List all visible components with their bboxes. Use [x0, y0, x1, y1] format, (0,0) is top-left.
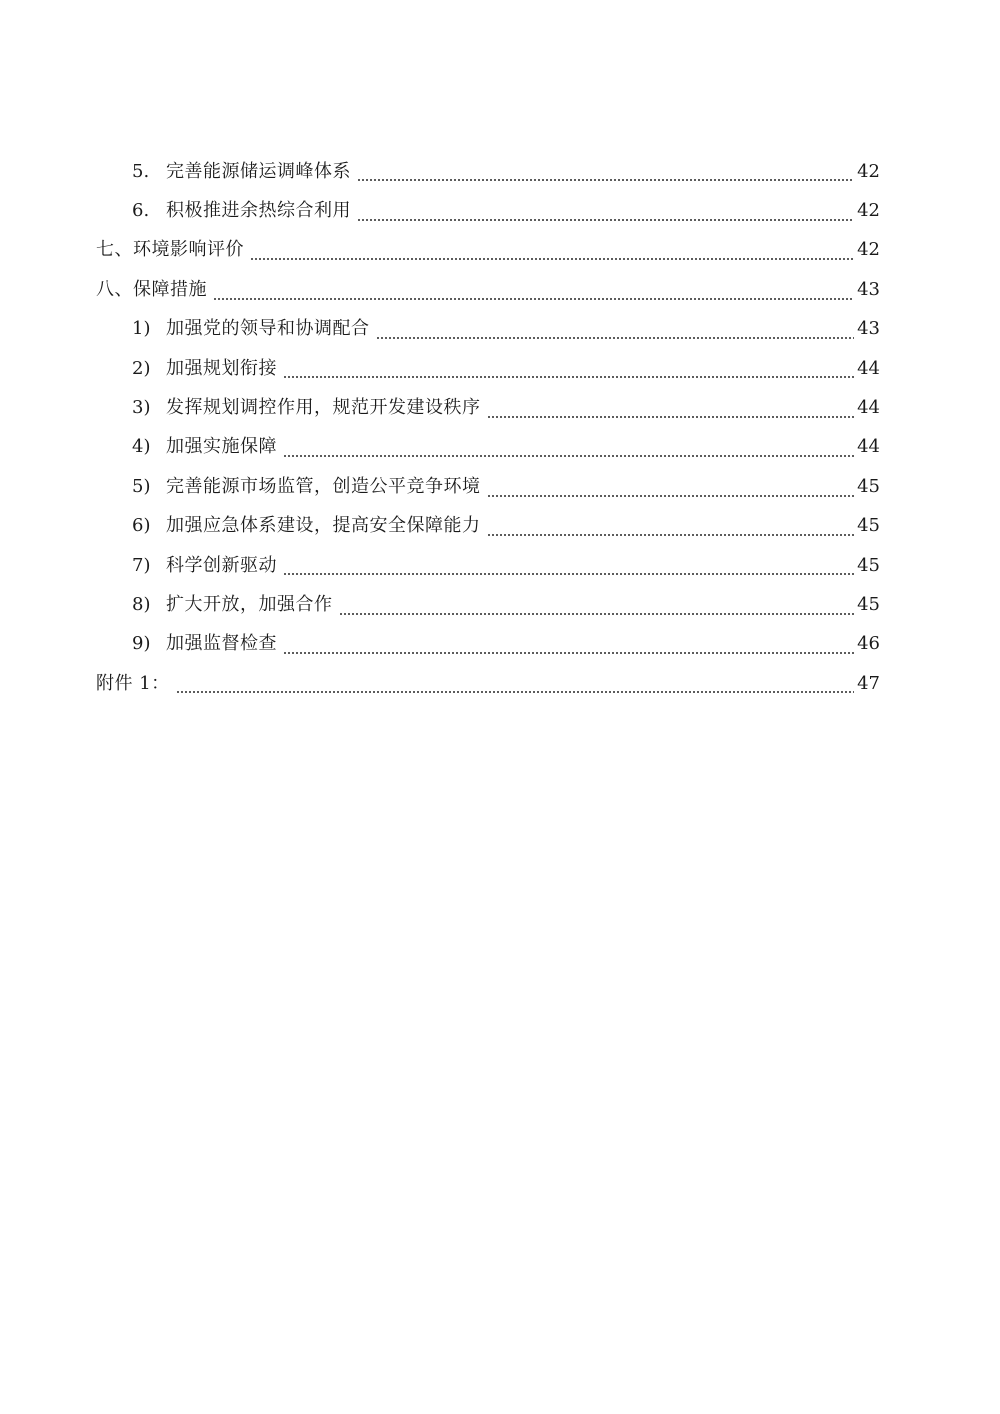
dot-leader — [357, 219, 854, 221]
dot-leader — [283, 573, 854, 575]
toc-entry-page: 43 — [857, 318, 880, 340]
toc-entry-page: 43 — [857, 278, 880, 300]
toc-entry-page: 42 — [857, 200, 880, 222]
toc-entry-page: 42 — [857, 160, 880, 182]
toc-entry-title: 加强实施保障 — [166, 436, 277, 458]
dot-leader — [376, 337, 855, 339]
toc-entry[interactable] — [0, 546, 1000, 585]
toc-entry-page: 42 — [857, 239, 880, 261]
toc-entry-title: 扩大开放，加强合作 — [166, 593, 333, 615]
dot-leader — [487, 534, 855, 536]
toc-entry-title: 科学创新驱动 — [166, 554, 277, 576]
toc-entry-page: 47 — [857, 672, 880, 694]
toc-entry[interactable] — [0, 349, 1000, 388]
toc-entry-number: 6) — [132, 515, 151, 537]
toc-entry-title: 积极推进余热综合利用 — [166, 200, 351, 222]
toc-entry-number: 5) — [132, 475, 151, 497]
toc-entry-title: 加强规划衔接 — [166, 357, 277, 379]
dot-leader — [283, 652, 854, 654]
toc-entry-page: 44 — [857, 357, 880, 379]
dot-leader — [357, 179, 854, 181]
toc-entry[interactable] — [0, 270, 1000, 309]
dot-leader — [213, 298, 854, 300]
toc-entry-title: 七、环境影响评价 — [96, 239, 244, 261]
toc-entry-number: 3) — [132, 397, 151, 419]
dot-leader — [487, 495, 855, 497]
toc-entry-page: 44 — [857, 436, 880, 458]
toc-entry-page: 45 — [857, 515, 880, 537]
toc-entry[interactable] — [0, 310, 1000, 349]
toc-entry-page: 45 — [857, 593, 880, 615]
toc-entry-number: 2) — [132, 357, 151, 379]
toc-entry[interactable] — [0, 152, 1000, 191]
dot-leader — [250, 258, 854, 260]
toc-entry-page: 44 — [857, 397, 880, 419]
toc-entry-title: 发挥规划调控作用，规范开发建设秩序 — [166, 397, 481, 419]
toc-entry-title: 完善能源储运调峰体系 — [166, 160, 351, 182]
toc-entry[interactable] — [0, 507, 1000, 546]
toc-entry[interactable] — [0, 664, 1000, 703]
toc-entry-page: 45 — [857, 554, 880, 576]
toc-entry-title: 附件 1： — [96, 672, 170, 694]
toc-entry[interactable] — [0, 625, 1000, 664]
toc-entry[interactable] — [0, 231, 1000, 270]
toc-entry-number: 4) — [132, 436, 151, 458]
toc-entry-number: 1) — [132, 318, 151, 340]
toc-entry-title: 加强监督检查 — [166, 633, 277, 655]
dot-leader — [339, 613, 855, 615]
dot-leader — [283, 455, 854, 457]
toc-entry-title: 完善能源市场监管，创造公平竞争环境 — [166, 475, 481, 497]
toc-entry-title: 八、保障措施 — [96, 278, 207, 300]
dot-leader — [487, 416, 855, 418]
table-of-contents — [0, 152, 1000, 703]
toc-entry[interactable] — [0, 191, 1000, 230]
toc-entry-title: 加强应急体系建设，提高安全保障能力 — [166, 515, 481, 537]
toc-entry[interactable] — [0, 388, 1000, 427]
dot-leader — [176, 691, 854, 693]
dot-leader — [283, 376, 854, 378]
toc-entry-number: 8) — [132, 593, 151, 615]
toc-entry-page: 45 — [857, 475, 880, 497]
toc-entry-number: 6. — [132, 200, 150, 222]
toc-entry-title: 加强党的领导和协调配合 — [166, 318, 370, 340]
toc-entry-number: 5. — [132, 160, 150, 182]
toc-entry[interactable] — [0, 585, 1000, 624]
toc-entry[interactable] — [0, 467, 1000, 506]
toc-entry-number: 9) — [132, 633, 151, 655]
toc-entry-page: 46 — [857, 633, 880, 655]
toc-entry-number: 7) — [132, 554, 151, 576]
toc-entry[interactable] — [0, 428, 1000, 467]
